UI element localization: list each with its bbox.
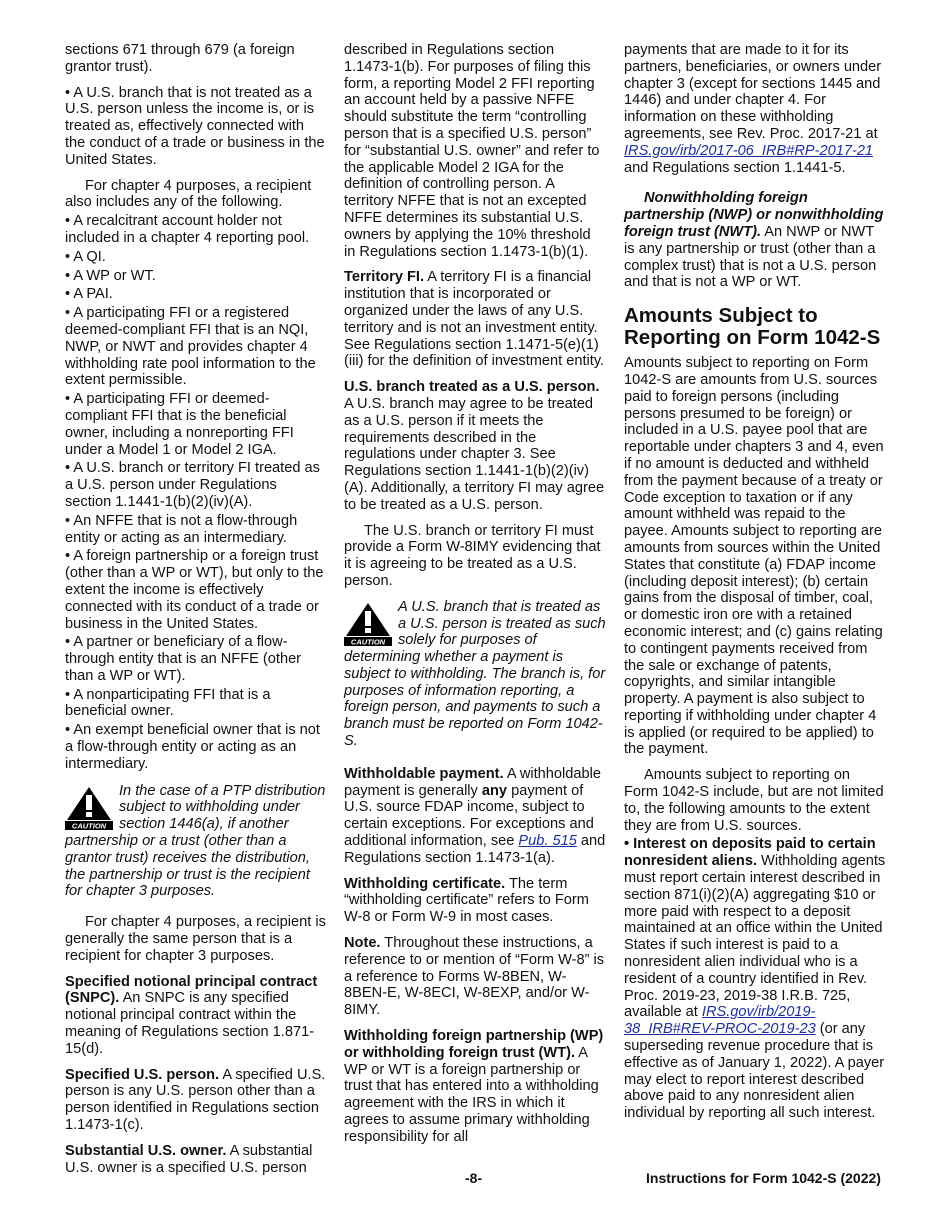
term-body: An NWP or NWT is any partnership or trust (other than a complex trust) that is not a U.S. person and that is not a WP or WT. — [624, 223, 877, 291]
bullet-item: • A participating FFI or a registered deemed-compliant FFI that is an NQI, NWP, or NWT and provides chapter 4 withholding rate pool information to the extent permissible. — [65, 305, 316, 389]
bullet-item: • A WP or WT. — [65, 267, 156, 284]
definition — [344, 766, 606, 867]
definition — [344, 379, 606, 513]
definition — [65, 1143, 327, 1177]
term: Specified notional principal contract (SNPC). — [65, 973, 318, 1007]
bullet-item: • A PAI. — [65, 286, 113, 303]
paragraph — [624, 42, 886, 176]
term-body: (or any superseding revenue procedure that is effective as of January 1, 2022). A payer may elect to report interest described above paid to any nonresident alien individual by reporting all such interest. — [624, 1021, 885, 1122]
term: Substantial U.S. owner. — [65, 1142, 227, 1159]
bullet-item: • A U.S. branch that is not treated as a U.S. person unless the income is, or is treated as, effectively connected with the conduct of a trade or business in the United States. — [65, 84, 325, 168]
term: Withholding certificate. — [344, 875, 506, 892]
term-body: Withholding agents must report certain interest described in section 871(i)(2)(A) aggregating $10 or more paid with respect to a deposit maintained at an office within the United States if such interest is paid to a nonresident alien individual who is a resident of a country identified in Rev. Proc. 2019-23, 2019-38 I.R.B. 725, available at — [624, 853, 886, 1021]
caution-label: CAUTION — [71, 821, 107, 830]
term: Nonwithholding foreign partnership (NWP) or nonwithholding foreign trust (NWT). — [624, 190, 884, 240]
term-body: and Regulations section 1.1473-1(a). — [344, 833, 606, 866]
term-body: Throughout these instructions, a reference to or mention of “Form W-8” is a reference to Forms W-8BEN, W-8BEN-E, W-8ECI, W-8EXP, and/or W-8IMY. — [344, 935, 605, 1019]
definition — [65, 1067, 327, 1134]
text: and Regulations section 1.1441-5. — [624, 159, 846, 176]
term: Withholdable payment. — [344, 765, 504, 782]
bullet-item: • A foreign partnership or a foreign trust (other than a WP or WT), but only to the extent the income is effectively connected with its conduct of a trade or business in the United States. — [65, 548, 324, 632]
definition — [344, 269, 606, 370]
bullet-item: • A participating FFI or deemed-compliant FFI that is the beneficial owner, including a nonreporting FFI under a Model 1 or Model 2 IGA. — [65, 391, 294, 458]
paragraph: Amounts subject to reporting on Form 1042-S are amounts from U.S. sources paid to foreign persons (including persons presumed to be foreign) or included in a U.S. payee pool that are reportable under chapters 3 and 4, even if no amount is deducted and withheld from the payment because of a treaty or Code exception to taxation or if any amount withheld was repaid to the payee. Amounts subject to reporting are amounts from sources within the United States that constitute (a) FDAP income (including deposit interest); (b) certain gains from the disposal of timber, coal, or domestic iron ore with a retained economic interest; and (c) gains relating to contingent payments received from the sale or exchange of patents, copyrights, and similar intangible property. A payment is also subject to reporting if withholding under chapter 4 is applied (or required to be applied) to the payment. — [624, 355, 884, 758]
rev-proc-2017-21-link[interactable]: IRS.gov/irb/2017-06_IRB#RP-2017-21 — [624, 142, 874, 159]
column-1 — [65, 42, 327, 1185]
section-heading: Amounts Subject to Reporting on Form 1042-S — [624, 304, 881, 350]
column-2 — [344, 42, 606, 1155]
paragraph: sections 671 through 679 (a foreign grantor trust). — [65, 42, 295, 75]
paragraph: Amounts subject to reporting on Form 1042-S include, but are not limited to, the following amounts to the extent they are from U.S. sources. — [624, 767, 884, 834]
pub-515-link[interactable]: Pub. 515 — [518, 833, 577, 850]
bullet-item: • A nonparticipating FFI that is a beneficial owner. — [65, 686, 271, 720]
term-body: payment of U.S. source FDAP income, subject to certain exceptions. For exceptions and additional information, see — [344, 782, 594, 850]
term: U.S. branch treated as a U.S. person. — [344, 379, 600, 396]
term-body: A specified U.S. person is any U.S. person other than a person identified in Regulations section 1.1473-1(c). — [65, 1066, 326, 1134]
caution-text: In the case of a PTP distribution subject to withholding under section 1446(a), if another partnership or a trust (other than a grantor trust) receives the distribution, the partnership or trust is the recipient for chapter 3 purposes. — [65, 782, 326, 900]
term: Specified U.S. person. — [65, 1066, 220, 1083]
definition — [344, 1028, 606, 1146]
caution-icon — [65, 786, 113, 830]
definition — [344, 876, 606, 926]
term-body: A withholdable payment is generally — [344, 765, 601, 799]
column-3 — [624, 42, 886, 1131]
caution-label: CAUTION — [350, 637, 386, 646]
rev-proc-2019-23-link[interactable]: IRS.gov/irb/2019-38_IRB#REV-PROC-2019-23 — [624, 1004, 816, 1038]
caution-note — [344, 599, 606, 750]
paragraph: For chapter 4 purposes, a recipient is generally the same person that is a recipient for chapter 3 purposes. — [65, 914, 326, 964]
bullet-item: • A QI. — [65, 248, 106, 265]
caution-text: A U.S. branch that is treated as a U.S. person is treated as such solely for purposes of determining whether a payment is subject to withholding. The branch is, for purposes of information reporting, a foreign person, and payments to such a branch must be reported on Form 1042-S. — [344, 598, 606, 750]
paragraph: The U.S. branch or territory FI must provide a Form W-8IMY evidencing that it is agreeing to be treated as a U.S. person. — [344, 522, 601, 589]
term-body: The term “withholding certificate” refers to Form W-8 or Form W-9 in most cases. — [344, 875, 589, 926]
term-body: An SNPC is any specified notional principal contract within the meaning of Regulations section 1.871-15(d). — [65, 990, 315, 1057]
term-body: A U.S. branch may agree to be treated as a U.S. person if it meets the requirements described in the regulations under chapter 3. See Regulations section 1.1441-1(b)(2)(iv)(A). Additionally, a territory FI may agree to be treated as a U.S. person. — [344, 395, 605, 513]
caution-icon — [344, 602, 392, 646]
bullet-item: • A U.S. branch or territory FI treated as a U.S. person under Regulations section 1.1441-1(b)(2)(iv)(A). — [65, 460, 320, 510]
term: Note. — [344, 935, 381, 952]
definition — [624, 190, 886, 291]
term-body: A WP or WT is a foreign partnership or trust that has entered into a withholding agreement with the IRS in which it agrees to assume primary withholding responsibility for all — [344, 1044, 599, 1145]
paragraph: described in Regulations section 1.1473-1(b). For purposes of filing this form, a reporting Model 2 FFI reporting an account held by a passive NFFE should substitute the term “controlling person that is a specified U.S. person” for “substantial U.S. owner” and refer to the applicable Model 2 IGA for the definition of controlling person. A territory NFFE that is not an excepted NFFE determines its substantial U.S. owners by applying the 10% threshold in Regulations section 1.1473-1(b)(1). — [344, 42, 600, 260]
emphasis: any — [481, 782, 508, 799]
bullet-item: • An exempt beneficial owner that is not a flow-through entity or acting as an intermediary. — [65, 722, 320, 772]
term: Territory FI. — [344, 269, 425, 286]
text: payments that are made to it for its partners, beneficiaries, or owners under chapter 3 (except for sections 1445 and 1446) and under chapter 4. For information on these withholding agreements, see Rev. Proc. 2017-21 at — [624, 42, 882, 142]
definition — [65, 974, 327, 1058]
term: • Interest on deposits paid to certain nonresident aliens. — [624, 836, 876, 870]
paragraph: For chapter 4 purposes, a recipient also includes any of the following. — [65, 177, 312, 211]
bullet-item: • An NFFE that is not a flow-through entity or acting as an intermediary. — [65, 512, 298, 546]
page-number: -8- — [465, 1170, 483, 1186]
bullet-item — [624, 836, 886, 1122]
caution-note — [65, 783, 327, 901]
bullet-item: • A partner or beneficiary of a flow-through entity that is an NFFE (other than a WP or WT). — [65, 634, 302, 684]
term-body: A territory FI is a financial institution that is incorporated or organized under the laws of any U.S. territory and is not an investment entity. See Regulations section 1.1471-5(e)(1)(iii) for the definition of investment entity. — [344, 269, 605, 370]
bullet-item: • A recalcitrant account holder not included in a chapter 4 reporting pool. — [65, 213, 310, 246]
definition — [344, 935, 606, 1019]
document-title: Instructions for Form 1042-S (2022) — [646, 1170, 881, 1186]
term-body: A substantial U.S. owner is a specified U.S. person — [65, 1142, 313, 1176]
term: Withholding foreign partnership (WP) or withholding foreign trust (WT). — [344, 1028, 604, 1061]
